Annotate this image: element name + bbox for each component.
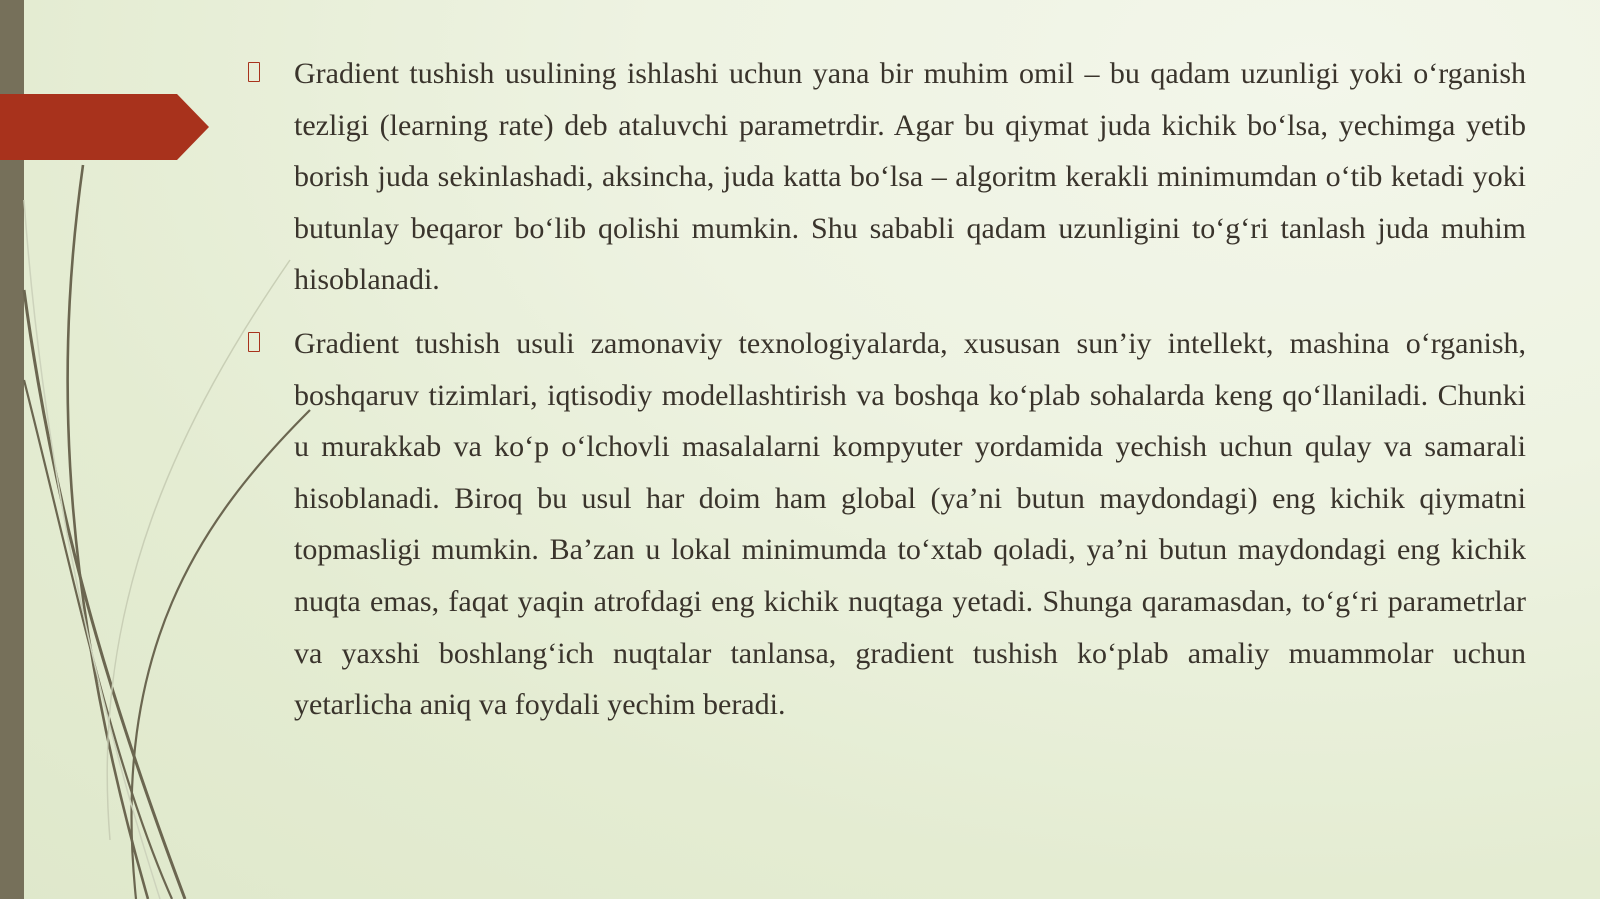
square-bullet-icon: [248, 332, 260, 352]
bullet-text: Gradient tushish usuli zamonaviy texnologiyalarda, xususan sun’iy intellekt, mashina o‘rganish, boshqaruv tizimlari, iqtisodiy modellashtirish va boshqa ko‘plab sohalarda keng qo‘llaniladi. Chunki u murakkab va ko‘p o‘lchovli masalalarni kompyuter yordamida yechish uchun qulay va samarali hisoblanadi. Biroq bu usul har doim ham global (ya’ni butun maydondagi) eng kichik qiymatni topmasligi mumkin. Ba’zan u lokal minimumda to‘xtab qoladi, ya’ni butun maydondagi eng kichik nuqta emas, faqat yaqin atrofdagi eng kichik nuqtaga yetadi. Shunga qaramasdan, to‘g‘ri parametrlar va yaxshi boshlang‘ich nuqtalar tanlansa, gradient tushish ko‘plab amaliy muammolar uchun yetarlicha aniq va foydali yechim beradi.: [294, 326, 1526, 722]
curve-line: [24, 200, 160, 899]
bullet-list: [248, 48, 1526, 743]
bullet-text: Gradient tushish usulining ishlashi uchun yana bir muhim omil – bu qadam uzunligi yoki o‘rganish tezligi (learning rate) deb ataluvchi parametrdir. Agar bu qiymat juda kichik bo‘lsa, yechimga yetib borish juda sekinlashadi, aksincha, juda katta bo‘lsa – algoritm kerakli minimumdan o‘tib ketadi yoki butunlay beqaror bo‘lib qolishi mumkin. Shu sababli qadam uzunligini to‘g‘ri tanlash juda muhim hisoblanadi.: [294, 57, 1526, 297]
bullet-item-1: [248, 48, 1526, 306]
square-bullet-icon: [248, 62, 260, 82]
bullet-item-2: [248, 318, 1526, 731]
curve-line: [24, 290, 185, 899]
red-arrow-tab: [0, 0, 220, 200]
